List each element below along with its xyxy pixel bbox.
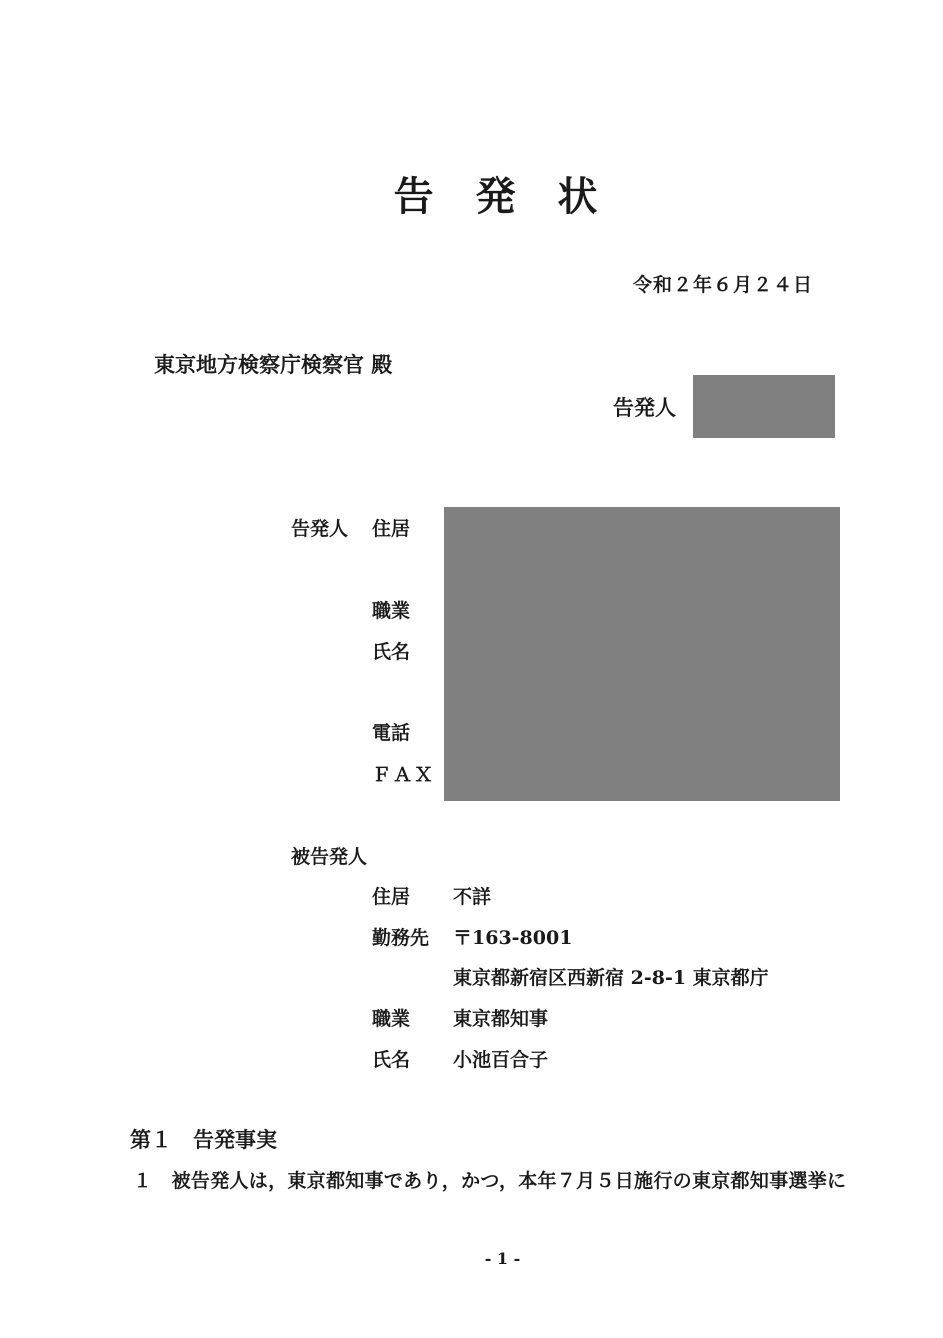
document-title: 告 発 状 (393, 173, 612, 220)
accused-workplace-postal: 〒163-8001 (453, 927, 573, 949)
section-heading: 第１ 告発事実 (130, 1127, 277, 1152)
complainant-phone-label: 電話 (372, 722, 411, 744)
complainant-address-label: 住居 (372, 518, 411, 540)
complainant-heading: 告発人 (291, 518, 349, 540)
accused-workplace-address: 東京都新宿区西新宿 2-8-1 東京都庁 (453, 967, 769, 989)
section-body-line: １ 被告発人は，東京都知事であり，かつ，本年７月５日施行の東京都知事選挙に (133, 1170, 847, 1192)
complainant-occupation-label: 職業 (372, 600, 411, 622)
complainant-name-label: 氏名 (372, 641, 411, 663)
accused-address-value: 不詳 (453, 886, 492, 908)
redacted-complainant-info (444, 507, 840, 801)
accused-occupation-label: 職業 (372, 1008, 411, 1030)
redacted-signature (693, 375, 835, 438)
accused-name-label: 氏名 (372, 1049, 411, 1071)
accused-address-label: 住居 (372, 886, 411, 908)
accused-name-value: 小池百合子 (453, 1049, 549, 1071)
document-date: 令和２年６月２４日 (633, 274, 814, 296)
accused-heading: 被告発人 (291, 846, 368, 868)
accused-workplace-label: 勤務先 (372, 927, 430, 949)
complainant-fax-label: ＦＡＸ (372, 764, 436, 786)
signature-label: 告発人 (613, 395, 676, 420)
addressee: 東京地方検察庁検察官 殿 (154, 352, 393, 377)
page-number: - 1 - (484, 1249, 521, 1268)
accused-occupation-value: 東京都知事 (453, 1008, 549, 1030)
